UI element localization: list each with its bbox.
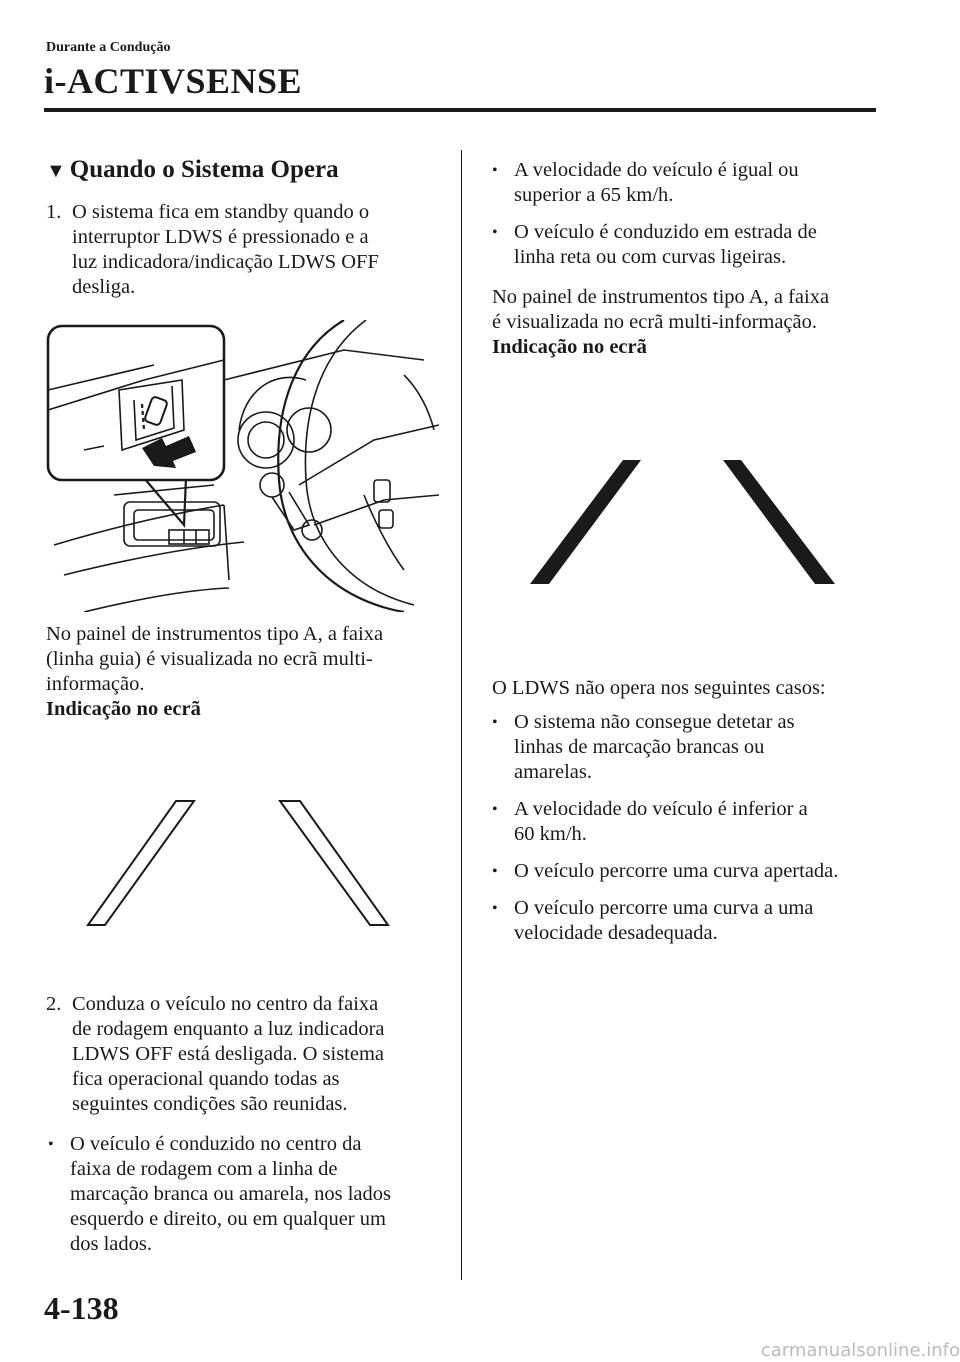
list-item <box>492 220 882 270</box>
step-line: O sistema fica em standby quando o <box>72 201 370 223</box>
bullet-icon: • <box>492 224 498 241</box>
bullet-line: O sistema não consegue detetar as <box>514 711 795 733</box>
list-item <box>492 797 882 847</box>
step-number: 2. <box>46 993 62 1015</box>
bullet-line: 60 km/h. <box>514 823 587 845</box>
instrument-panel-note <box>492 285 884 360</box>
bullet-line: A velocidade do veículo é igual ou <box>514 159 799 181</box>
section-label: Durante a Condução <box>46 40 171 55</box>
list-item <box>492 896 882 946</box>
bullet-icon: • <box>492 900 498 917</box>
display-label: Indicação no ecrã <box>46 698 201 720</box>
list-item <box>492 859 892 884</box>
lane-guide-display-solid <box>525 458 845 588</box>
column-divider <box>461 150 462 1280</box>
bullet-icon: • <box>492 714 498 731</box>
bullet-line: velocidade desadequada. <box>514 922 718 944</box>
bullet-line: O veículo é conduzido em estrada de <box>514 221 817 243</box>
bullet-line: dos lados. <box>70 1233 152 1255</box>
step-line: fica operacional quando todas as <box>72 1068 340 1090</box>
step-1 <box>46 200 446 300</box>
para-line: (linha guia) é visualizada no ecrã multi- <box>46 648 373 670</box>
bullet-line: esquerdo e direito, ou em qualquer um <box>70 1208 386 1230</box>
bullet-icon: • <box>492 801 498 818</box>
para-line: No painel de instrumentos tipo A, a faixa <box>46 623 384 645</box>
step-2 <box>46 992 446 1117</box>
dashboard-switch-illustration <box>44 320 444 612</box>
bullet-line: faixa de rodagem com a linha de <box>70 1158 338 1180</box>
bullet-line: linha reta ou com curvas ligeiras. <box>514 246 787 268</box>
step-line: Conduza o veículo no centro da faixa <box>72 993 379 1015</box>
instrument-panel-note <box>46 622 438 722</box>
step-line: interruptor LDWS é pressionado e a <box>72 226 369 248</box>
step-line: desliga. <box>72 276 136 298</box>
step-line: de rodagem enquanto a luz indicadora <box>72 1018 385 1040</box>
bullet-line: O veículo é conduzido no centro da <box>70 1133 362 1155</box>
bullet-icon: • <box>48 1136 54 1153</box>
bullet-line: A velocidade do veículo é inferior a <box>514 798 808 820</box>
triangle-down-icon: ▼ <box>46 160 66 182</box>
page-title: i-ACTIVSENSE <box>44 61 303 101</box>
bullet-icon: • <box>492 162 498 179</box>
header-divider <box>44 108 876 112</box>
para-line: é visualizada no ecrã multi-informação. <box>492 311 818 333</box>
lane-guide-display-outline <box>80 795 400 935</box>
para-line: informação. <box>46 673 145 695</box>
list-item <box>492 710 882 785</box>
bullet-line: amarelas. <box>514 761 592 783</box>
step-line: luz indicadora/indicação LDWS OFF <box>72 251 379 273</box>
display-label: Indicação no ecrã <box>492 336 647 358</box>
step-line: seguintes condições são reunidas. <box>72 1093 348 1115</box>
bullet-icon: • <box>492 863 498 880</box>
list-item <box>48 1132 438 1257</box>
bullet-line: O veículo percorre uma curva apertada. <box>514 860 839 882</box>
bullet-line: linhas de marcação brancas ou <box>514 736 765 758</box>
watermark: carmanualsonline.info <box>760 1340 960 1361</box>
step-number: 1. <box>46 201 62 223</box>
step-line: LDWS OFF está desligada. O sistema <box>72 1043 385 1065</box>
bullet-line: marcação branca ou amarela, nos lados <box>70 1183 392 1205</box>
bullet-line: superior a 65 km/h. <box>514 184 674 206</box>
page-number: 4-138 <box>44 1290 119 1326</box>
list-item <box>492 158 882 208</box>
para-line: No painel de instrumentos tipo A, a faixa <box>492 286 830 308</box>
not-operate-intro: O LDWS não opera nos seguintes casos: <box>492 677 826 699</box>
bullet-line: O veículo percorre uma curva a uma <box>514 897 814 919</box>
section-heading-text: Quando o Sistema Opera <box>69 156 339 183</box>
section-heading <box>46 156 339 184</box>
